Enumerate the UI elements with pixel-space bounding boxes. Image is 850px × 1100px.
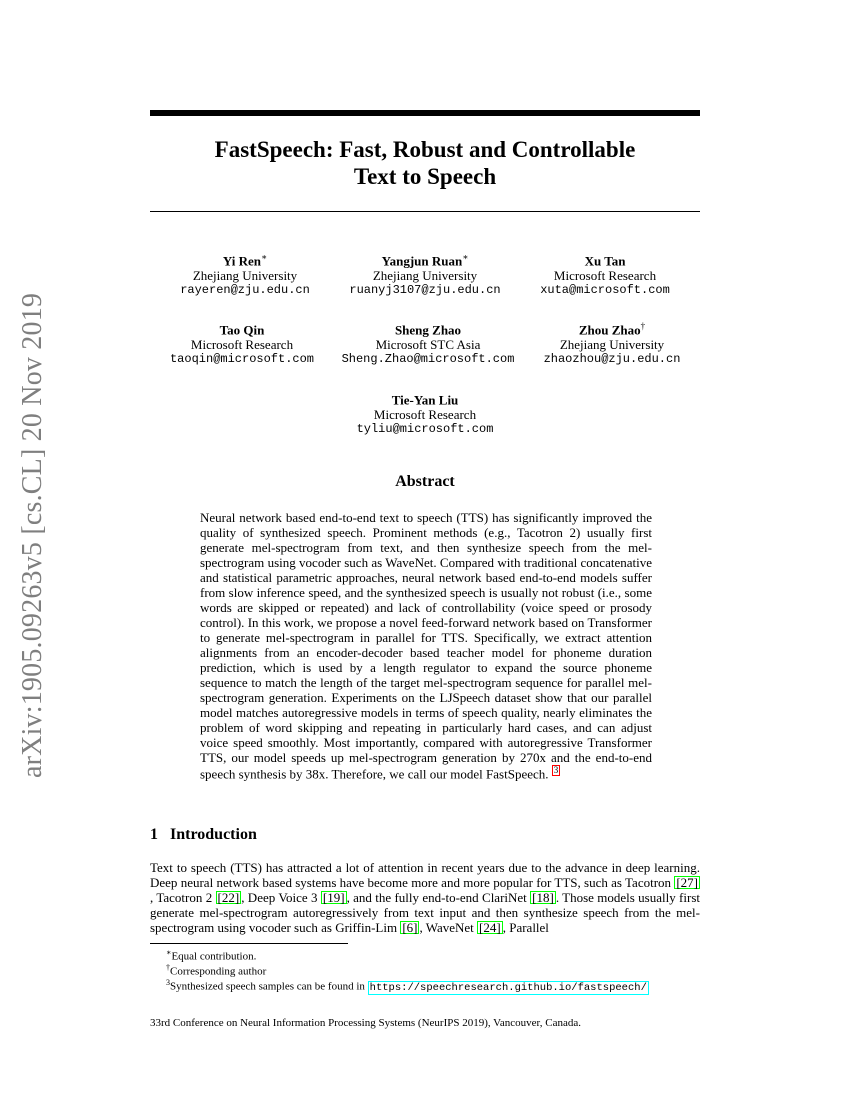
footnote-3: $^3$Synthesized speech samples can be found in https://speechresearch.github.io/fastspeech/ (166, 978, 647, 994)
section-title: Introduction (170, 826, 257, 843)
conference-note: 33rd Conference on Neural Information Processing Systems (NeurIPS 2019), Vancouver, Canada. (150, 1017, 582, 1029)
author-affiliation: Microsoft Research (190, 337, 294, 353)
citation-link[interactable]: [24] (479, 920, 501, 935)
title-bottom-rule (150, 211, 700, 212)
author-email: zhaozhou@zju.edu.cn (543, 352, 681, 367)
author-email: xuta@microsoft.com (540, 283, 670, 298)
title-line-2: Text to Speech (353, 164, 497, 189)
author-name: Tao Qin (219, 322, 265, 338)
title-line-1: FastSpeech: Fast, Robust and Controllable (214, 137, 636, 162)
arxiv-identifier: arXiv:1905.09263v5 [cs.CL] 20 Nov 2019 (17, 292, 48, 778)
author-email: taoqin@microsoft.com (169, 352, 315, 367)
author-affiliation: Zhejiang University (372, 268, 478, 284)
citation-link[interactable]: [18] (532, 890, 554, 905)
author-affiliation: Microsoft Research (553, 268, 657, 284)
introduction-paragraph: Text to speech (TTS) has attracted a lot of attention in recent years due to the advance in deep learning. Deep neural network based systems have become more and more popular for TTS, such as Tacotron [27], Tacotron 2 [22] , Deep Voice 3 [19] , and the fully end-to-end ClariNet [18] . Those models usually first generate mel-spectrogram autoregressively from text input and then synthesize speech from the mel-spectrogram using vocoder such as Griffin-Lim [6] , WaveNet [24] , Parallel (150, 860, 701, 935)
footnote-3-link[interactable]: 3 (553, 765, 559, 775)
citation-link[interactable]: [22] (217, 890, 240, 905)
author-name: Yi Ren∗ (222, 252, 268, 269)
author-block (145, 250, 345, 298)
author-block (328, 319, 528, 367)
author-affiliation: Microsoft STC Asia (375, 337, 481, 353)
samples-url-link[interactable]: https://speechresearch.github.io/fastspeech/ (369, 981, 647, 994)
title-top-rule (150, 110, 700, 116)
citation-link[interactable]: [27] (676, 875, 698, 890)
abstract-body (200, 510, 652, 781)
author-block (512, 319, 712, 367)
footnote-1: ∗Equal contribution. (166, 948, 257, 963)
author-email: ruanyj3107@zju.edu.cn (349, 283, 501, 298)
author-name: Tie-Yan Liu (391, 392, 459, 408)
author-email: Sheng.Zhao@microsoft.com (341, 352, 515, 367)
author-email: tyliu@microsoft.com (356, 422, 494, 437)
author-email: rayeren@zju.edu.cn (180, 283, 310, 298)
author-block (325, 389, 525, 437)
author-block (325, 250, 525, 298)
author-name: Zhou Zhao† (578, 321, 646, 338)
author-name: Xu Tan (584, 253, 626, 269)
author-block (142, 319, 342, 367)
author-affiliation: Zhejiang University (192, 268, 298, 284)
author-affiliation: Microsoft Research (373, 407, 477, 423)
abstract-text: Neural network based end-to-end text to speech (TTS) has significantly improved the quality of synthesized speech. Prominent methods (e.g., Tacotron 2) usually first generate mel-spectrogram from text, and then synthesize speech from the mel-spectrogram using vocoder such as WaveNet. Compared with traditional concatenative and statistical parametric approaches, neural network based end-to-end models suffer from slow inference speed, and the synthesized speech is usually not robust (i.e., some words are skipped or repeated) and lack of controllability (voice speed or prosody control). In this work, we propose a novel feed-forward network based on Transformer to generate mel-spectrogram in parallel for TTS. Specifically, we extract attention alignments from an encoder-decoder based teacher model for phoneme duration prediction, which is used by a length regulator to expand the source phoneme sequence to match the length of the target mel-spectrogram sequence for parallel mel-spectrogram generation. Experiments on the LJSpeech dataset show that our parallel model matches autoregressive models in terms of speech quality, nearly eliminates the problem of word skipping and repeating in particularly hard cases, and can adjust voice speed smoothly. Most importantly, compared with autoregressive Transformer TTS, our model speeds up mel-spectrogram generation by 270x and the end-to-end speech synthesis by 38x. Therefore, we call our model FastSpeech. (200, 510, 652, 782)
author-name: Sheng Zhao (394, 322, 462, 338)
citation-link[interactable]: [6] (402, 920, 418, 935)
author-block (505, 250, 705, 298)
footnote-rule (150, 943, 348, 944)
section-heading-introduction (150, 826, 257, 844)
author-affiliation: Zhejiang University (559, 337, 665, 353)
author-name: Yangjun Ruan∗ (381, 252, 469, 269)
section-number: 1 (150, 826, 158, 843)
citation-link[interactable]: [19] (322, 890, 345, 905)
abstract-heading: Abstract (395, 473, 455, 490)
paper-title (150, 136, 700, 190)
footnote-2: †Corresponding author (166, 963, 267, 978)
